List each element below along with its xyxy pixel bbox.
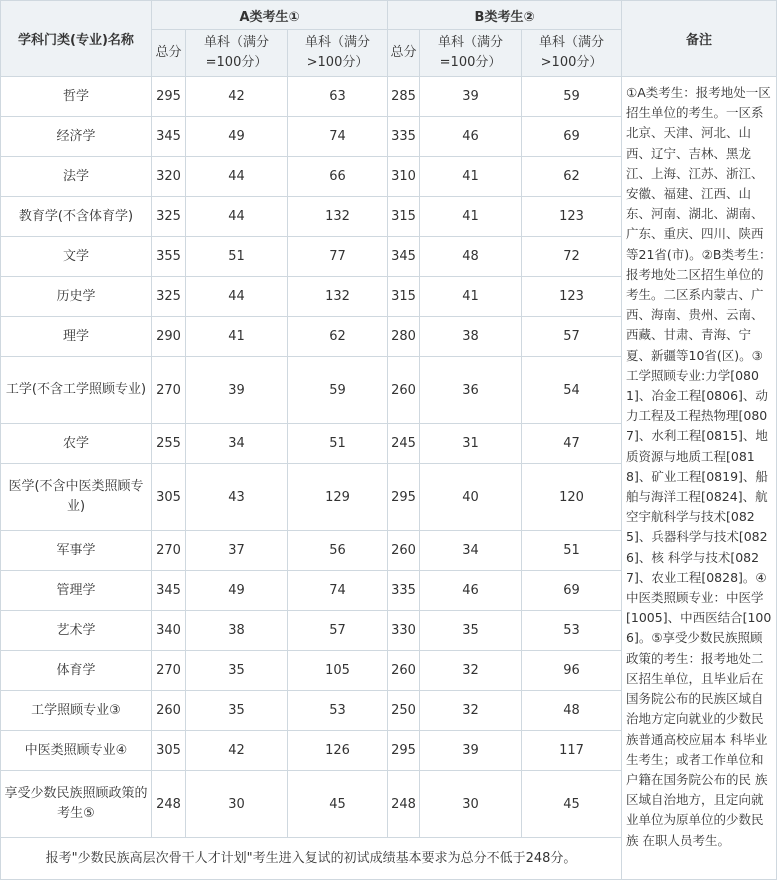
table-row bbox=[1, 77, 777, 117]
subject-name: 文学 bbox=[1, 237, 152, 277]
a-single-over100-score: 132 bbox=[288, 197, 388, 237]
a-single-over100-score: 129 bbox=[288, 464, 388, 531]
a-single-100-score: 34 bbox=[186, 424, 288, 464]
b-total-score: 250 bbox=[388, 691, 420, 731]
b-single-over100-score: 69 bbox=[522, 117, 622, 157]
a-total-score: 270 bbox=[152, 357, 186, 424]
subject-name: 工学照顾专业③ bbox=[1, 691, 152, 731]
subject-name: 农学 bbox=[1, 424, 152, 464]
a-total-score: 340 bbox=[152, 611, 186, 651]
a-single-over100-score: 74 bbox=[288, 117, 388, 157]
subject-name: 医学(不含中医类照顾专业) bbox=[1, 464, 152, 531]
b-single-over100-score: 123 bbox=[522, 197, 622, 237]
b-total-header: 总分 bbox=[388, 30, 420, 77]
b-single-over100-score: 69 bbox=[522, 571, 622, 611]
table-body bbox=[1, 77, 777, 880]
a-single-100-score: 51 bbox=[186, 237, 288, 277]
b-total-score: 285 bbox=[388, 77, 420, 117]
b-single-100-score: 35 bbox=[420, 611, 522, 651]
b-single-100-score: 46 bbox=[420, 117, 522, 157]
subject-name: 艺术学 bbox=[1, 611, 152, 651]
a-total-score: 325 bbox=[152, 197, 186, 237]
b-single-over100-score: 54 bbox=[522, 357, 622, 424]
b-single-over100-score: 120 bbox=[522, 464, 622, 531]
a-total-score: 295 bbox=[152, 77, 186, 117]
a-single-100-score: 42 bbox=[186, 77, 288, 117]
a-single-over100-score: 126 bbox=[288, 731, 388, 771]
a-single-100-score: 30 bbox=[186, 771, 288, 838]
a-single-100-score: 42 bbox=[186, 731, 288, 771]
a-total-score: 345 bbox=[152, 117, 186, 157]
a-total-score: 355 bbox=[152, 237, 186, 277]
b-single-over100-score: 96 bbox=[522, 651, 622, 691]
b-total-score: 310 bbox=[388, 157, 420, 197]
b-total-score: 245 bbox=[388, 424, 420, 464]
b-single-100-score: 32 bbox=[420, 651, 522, 691]
subject-name: 经济学 bbox=[1, 117, 152, 157]
a-single-over100-score: 53 bbox=[288, 691, 388, 731]
a-single-over100-score: 57 bbox=[288, 611, 388, 651]
group-b-header: B类考生② bbox=[388, 1, 622, 30]
b-single-100-score: 48 bbox=[420, 237, 522, 277]
b-single-100-score: 31 bbox=[420, 424, 522, 464]
a-single-100-score: 44 bbox=[186, 277, 288, 317]
b-single-100-score: 46 bbox=[420, 571, 522, 611]
b-total-score: 335 bbox=[388, 117, 420, 157]
a-single-100-header: 单科（满分=100分） bbox=[186, 30, 288, 77]
subject-name: 工学(不含工学照顾专业) bbox=[1, 357, 152, 424]
b-single-over100-score: 72 bbox=[522, 237, 622, 277]
a-single-over100-header: 单科（满分>100分） bbox=[288, 30, 388, 77]
b-single-over100-score: 59 bbox=[522, 77, 622, 117]
note-column-header: 备注 bbox=[622, 1, 777, 77]
a-total-score: 270 bbox=[152, 651, 186, 691]
subject-name: 哲学 bbox=[1, 77, 152, 117]
footer-text: 报考"少数民族高层次骨干人才计划"考生进入复试的初试成绩基本要求为总分不低于248分。 bbox=[1, 838, 622, 880]
a-total-score: 320 bbox=[152, 157, 186, 197]
b-single-over100-score: 57 bbox=[522, 317, 622, 357]
subject-name: 中医类照顾专业④ bbox=[1, 731, 152, 771]
a-total-score: 345 bbox=[152, 571, 186, 611]
b-total-score: 295 bbox=[388, 464, 420, 531]
a-single-100-score: 39 bbox=[186, 357, 288, 424]
a-total-score: 305 bbox=[152, 464, 186, 531]
subject-name: 法学 bbox=[1, 157, 152, 197]
b-total-score: 260 bbox=[388, 531, 420, 571]
b-single-over100-score: 51 bbox=[522, 531, 622, 571]
a-single-over100-score: 66 bbox=[288, 157, 388, 197]
a-single-100-score: 49 bbox=[186, 117, 288, 157]
b-single-100-header: 单科（满分=100分） bbox=[420, 30, 522, 77]
a-single-100-score: 43 bbox=[186, 464, 288, 531]
b-total-score: 260 bbox=[388, 651, 420, 691]
b-single-100-score: 40 bbox=[420, 464, 522, 531]
b-single-100-score: 39 bbox=[420, 77, 522, 117]
group-a-header: A类考生① bbox=[152, 1, 388, 30]
a-total-score: 260 bbox=[152, 691, 186, 731]
b-single-over100-score: 117 bbox=[522, 731, 622, 771]
b-total-score: 248 bbox=[388, 771, 420, 838]
b-total-score: 315 bbox=[388, 277, 420, 317]
a-total-score: 305 bbox=[152, 731, 186, 771]
a-total-score: 248 bbox=[152, 771, 186, 838]
b-total-score: 260 bbox=[388, 357, 420, 424]
subject-name: 管理学 bbox=[1, 571, 152, 611]
a-total-score: 325 bbox=[152, 277, 186, 317]
b-single-over100-score: 47 bbox=[522, 424, 622, 464]
b-total-score: 345 bbox=[388, 237, 420, 277]
a-single-100-score: 44 bbox=[186, 157, 288, 197]
b-single-100-score: 38 bbox=[420, 317, 522, 357]
a-single-100-score: 44 bbox=[186, 197, 288, 237]
a-single-over100-score: 51 bbox=[288, 424, 388, 464]
a-single-over100-score: 59 bbox=[288, 357, 388, 424]
a-single-100-score: 35 bbox=[186, 651, 288, 691]
subject-name: 理学 bbox=[1, 317, 152, 357]
b-single-100-score: 32 bbox=[420, 691, 522, 731]
b-total-score: 330 bbox=[388, 611, 420, 651]
b-total-score: 315 bbox=[388, 197, 420, 237]
b-single-100-score: 41 bbox=[420, 277, 522, 317]
b-single-over100-score: 45 bbox=[522, 771, 622, 838]
table-header bbox=[1, 1, 777, 77]
note-text: ①A类考生：报考地处一区招生单位的考生。一区系北京、天津、河北、山西、辽宁、吉林、黑龙江、上海、江苏、浙江、安徽、福建、江西、山东、河南、湖北、湖南、广东、重庆、四川、陕西等21省(市)。②B类考生：报考地处二区招生单位的考生。二区系内蒙古、广西、海南、贵州、云南、西藏、甘肃、青海、宁夏、新疆等10省(区)。③工学照顾专业:力学[0801]、冶金工程[0806]、动力工程及工程热物理[0807]、水利工程[0815]、地质资源与地质工程[0818]、矿业工程[0819]、船舶与海洋工程[0824]、航空宇航科学与技术[0825]、兵器科学与技术[0826]、核 科学与技术[0827]、农业工程[0828]。④中医类照顾专业：中医学[1005]、中西医结合[1006]。⑤享受少数民族照顾政策的考生：报考地处二区招生单位，且毕业后在国务院公布的民族区域自治地方定向就业的少数民族普通高校应届本 科毕业生考生；或者工作单位和户籍在国务院公布的民 族区域自治地方，且定向就业单位为原单位的少数民族 在职人员考生。 bbox=[622, 77, 777, 880]
a-single-100-score: 37 bbox=[186, 531, 288, 571]
b-single-over100-score: 123 bbox=[522, 277, 622, 317]
a-single-over100-score: 45 bbox=[288, 771, 388, 838]
b-single-over100-score: 62 bbox=[522, 157, 622, 197]
b-single-100-score: 34 bbox=[420, 531, 522, 571]
a-total-score: 270 bbox=[152, 531, 186, 571]
a-single-over100-score: 77 bbox=[288, 237, 388, 277]
a-total-header: 总分 bbox=[152, 30, 186, 77]
subject-name: 享受少数民族照顾政策的考生⑤ bbox=[1, 771, 152, 838]
a-single-over100-score: 105 bbox=[288, 651, 388, 691]
a-single-100-score: 49 bbox=[186, 571, 288, 611]
a-single-over100-score: 132 bbox=[288, 277, 388, 317]
b-single-over100-header: 单科（满分>100分） bbox=[522, 30, 622, 77]
subject-name: 教育学(不含体育学) bbox=[1, 197, 152, 237]
b-total-score: 335 bbox=[388, 571, 420, 611]
b-total-score: 280 bbox=[388, 317, 420, 357]
a-single-over100-score: 62 bbox=[288, 317, 388, 357]
a-single-100-score: 38 bbox=[186, 611, 288, 651]
b-single-100-score: 41 bbox=[420, 197, 522, 237]
b-single-100-score: 36 bbox=[420, 357, 522, 424]
a-single-over100-score: 56 bbox=[288, 531, 388, 571]
subject-name: 军事学 bbox=[1, 531, 152, 571]
a-single-over100-score: 63 bbox=[288, 77, 388, 117]
b-single-over100-score: 48 bbox=[522, 691, 622, 731]
b-total-score: 295 bbox=[388, 731, 420, 771]
b-single-100-score: 30 bbox=[420, 771, 522, 838]
subject-name: 体育学 bbox=[1, 651, 152, 691]
subject-column-header: 学科门类(专业)名称 bbox=[1, 1, 152, 77]
b-single-100-score: 41 bbox=[420, 157, 522, 197]
subject-name: 历史学 bbox=[1, 277, 152, 317]
a-single-100-score: 41 bbox=[186, 317, 288, 357]
a-total-score: 255 bbox=[152, 424, 186, 464]
a-single-over100-score: 74 bbox=[288, 571, 388, 611]
a-total-score: 290 bbox=[152, 317, 186, 357]
b-single-100-score: 39 bbox=[420, 731, 522, 771]
b-single-over100-score: 53 bbox=[522, 611, 622, 651]
a-single-100-score: 35 bbox=[186, 691, 288, 731]
